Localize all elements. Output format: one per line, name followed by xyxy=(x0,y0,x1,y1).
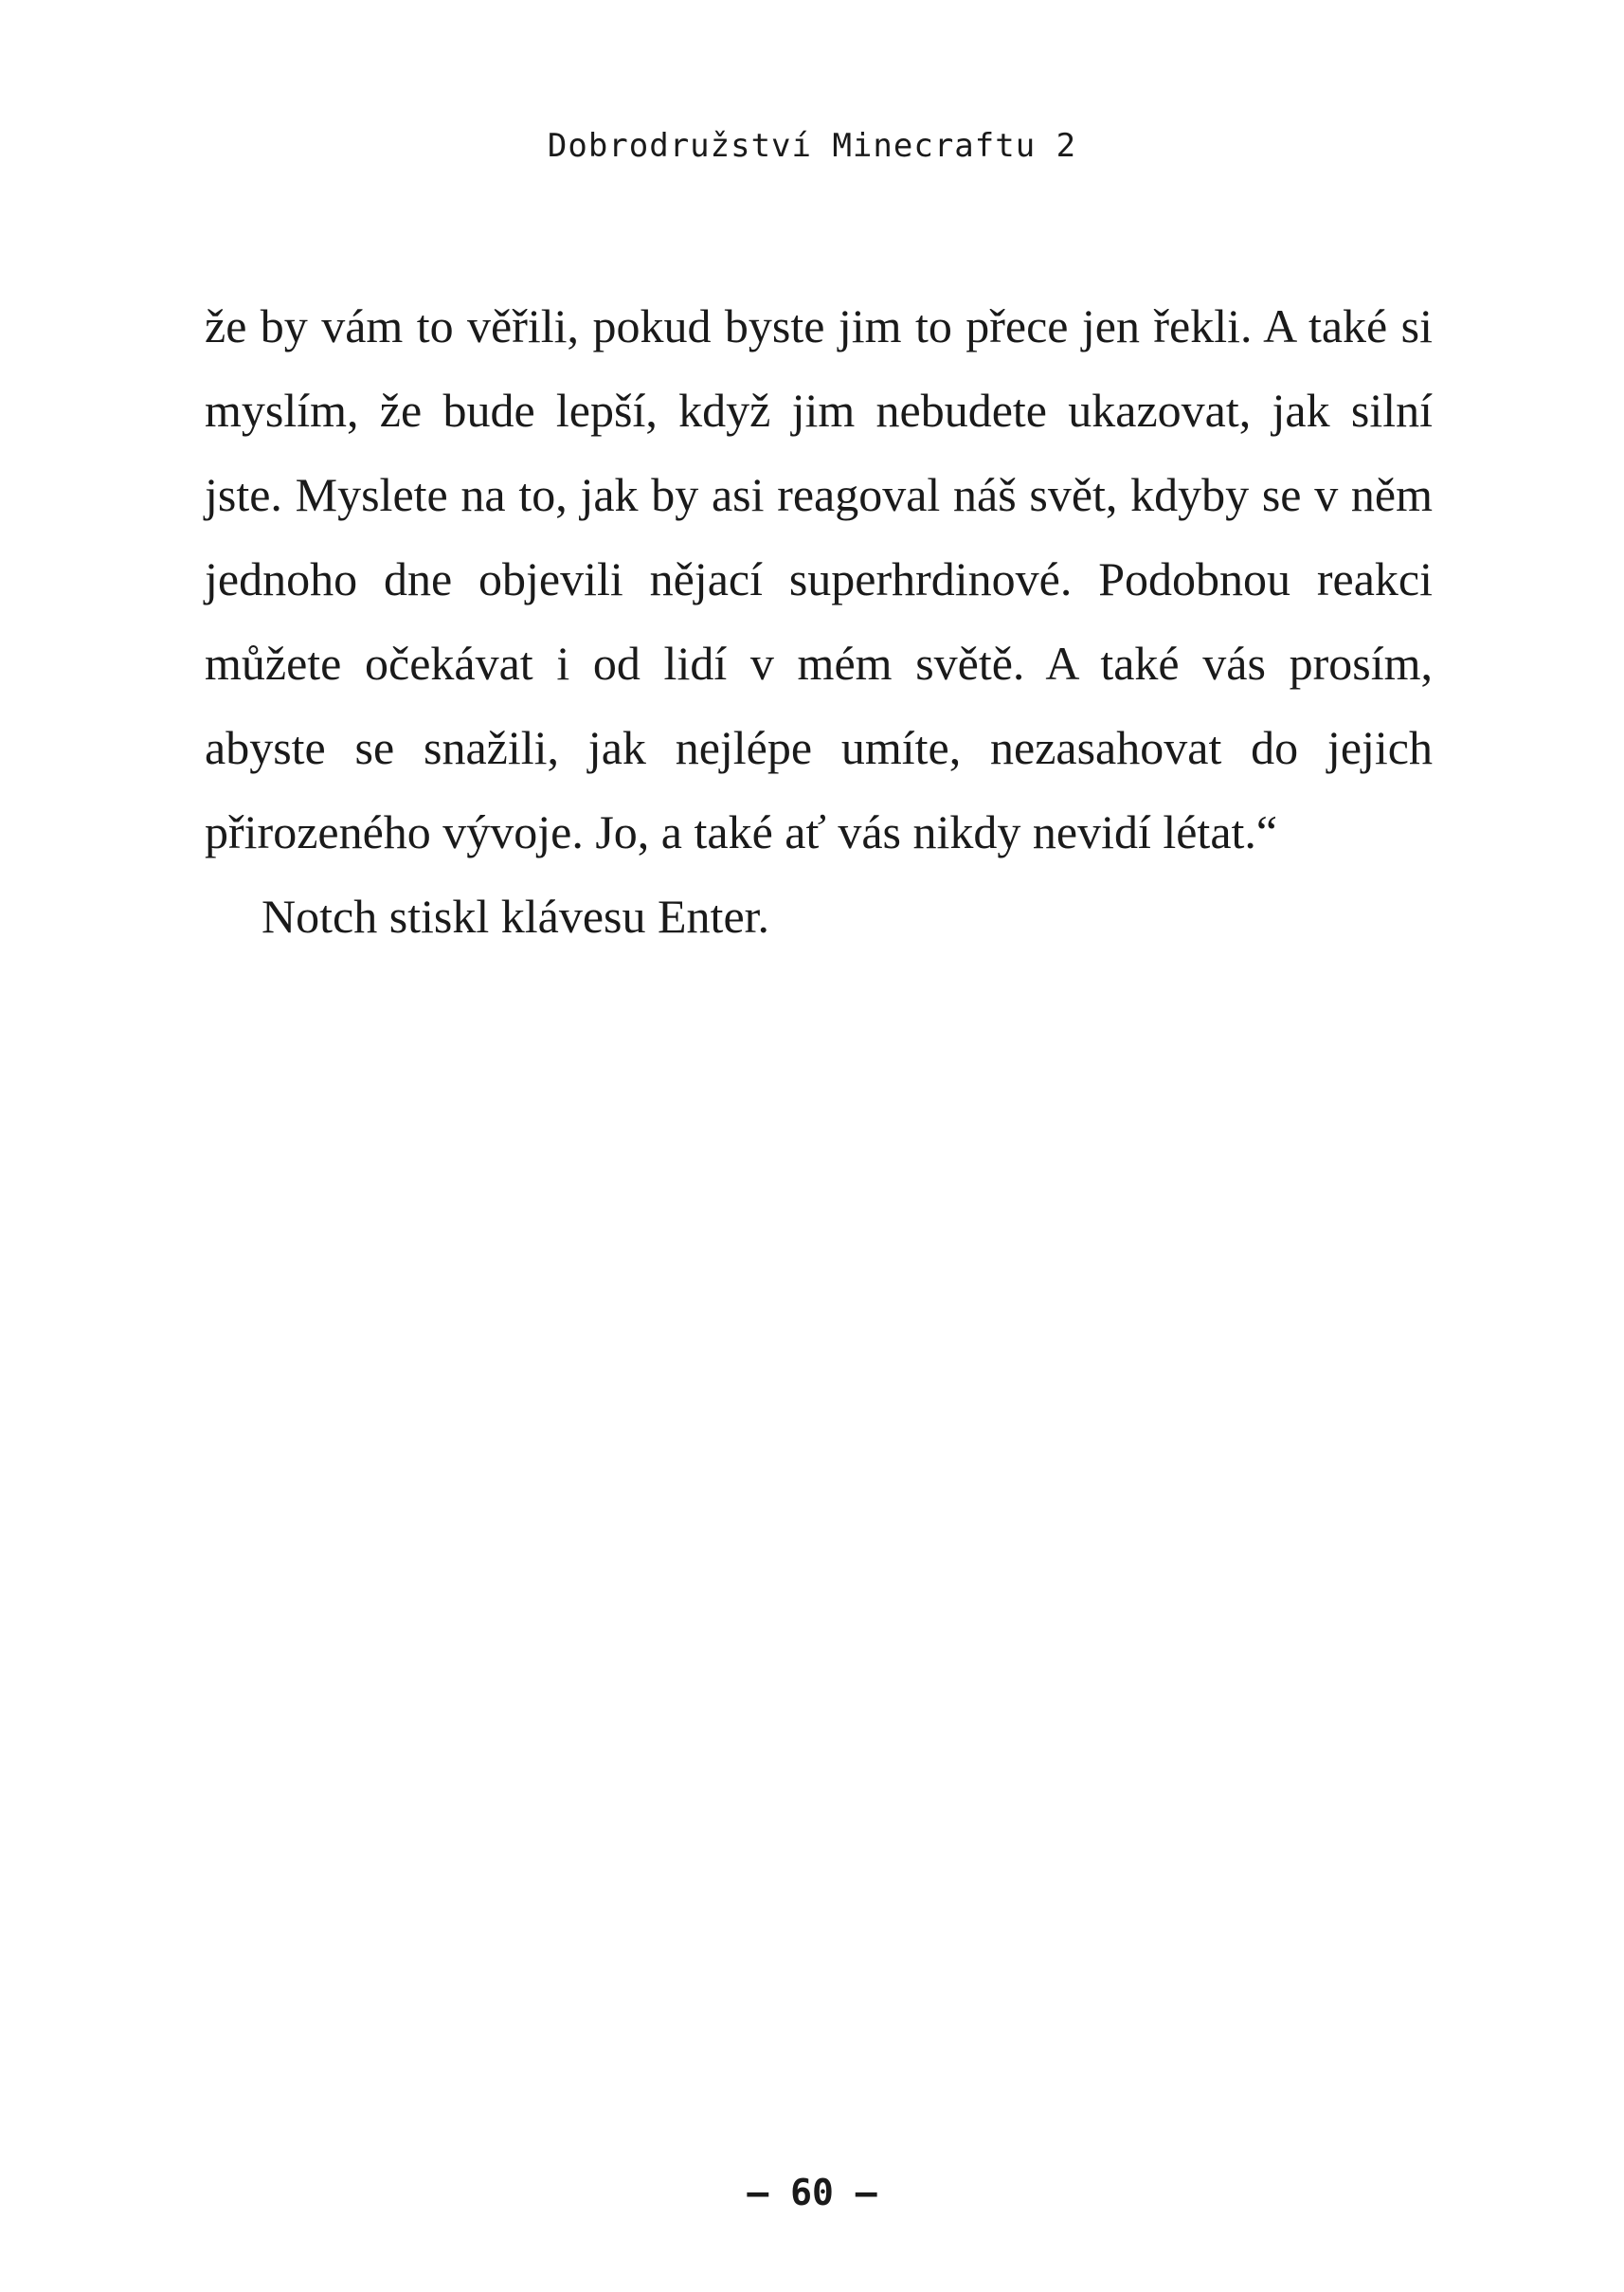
page-number: – 60 – xyxy=(747,2172,877,2213)
paragraph-continuation: že by vám to věřili, pokud byste jim to přece jen řekli. A také si myslím, že bude lepší, když jim nebudete ukazovat, jak silní jste. Myslete na to, jak by asi reagoval náš svět, kdyby se v něm jednoho dne objevili nějací superhrdinové. Podobnou reakci můžete očekávat i od lidí v mém světě. A také vás prosím, abyste se snažili, jak nejlépe umíte, nezasahovat do jejich přirozeného vývoje. Jo, a také ať vás nikdy nevidí létat.“ xyxy=(205,299,1433,858)
running-header: Dobrodružství Minecraftu 2 xyxy=(547,127,1077,165)
paragraph: Notch stiskl klávesu Enter. xyxy=(262,890,770,943)
body-text xyxy=(205,284,1433,959)
